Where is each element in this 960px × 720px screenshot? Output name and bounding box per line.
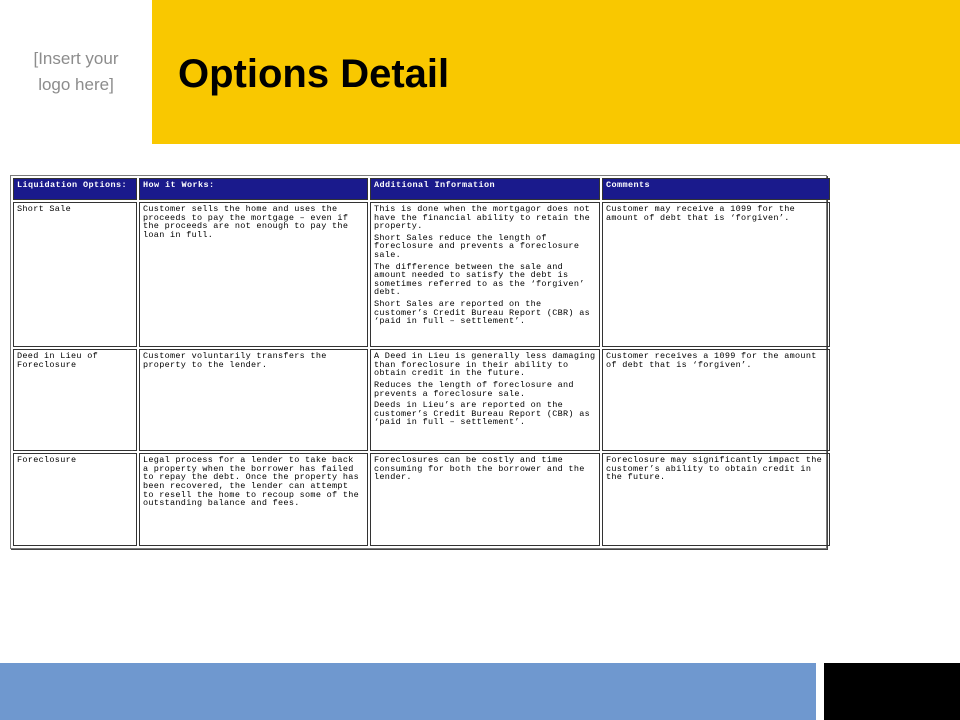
options-table bbox=[11, 176, 832, 548]
comments-cell: Customer may receive a 1099 for the amount of debt that is ‘forgiven’. bbox=[602, 202, 830, 347]
logo-placeholder-text: [Insert your logo here] bbox=[33, 49, 119, 94]
table-row bbox=[13, 202, 830, 347]
additional-cell bbox=[370, 202, 600, 347]
comments-cell: Foreclosure may significantly impact the customer’s ability to obtain credit in the future. bbox=[602, 453, 830, 546]
how-cell: Legal process for a lender to take back a property when the borrower has failed to repay the debt. Once the property has been recovered, the lender can attempt to resell the home to recoup some of the outstanding balance and fees. bbox=[139, 453, 368, 546]
option-cell: Foreclosure bbox=[13, 453, 137, 546]
page-title: Options Detail bbox=[178, 52, 450, 96]
table-row bbox=[13, 349, 830, 451]
additional-cell bbox=[370, 349, 600, 451]
how-cell: Customer sells the home and uses the proceeds to pay the mortgage – even if the proceeds are not enough to pay the loan in full. bbox=[139, 202, 368, 347]
option-cell: Deed in Lieu of Foreclosure bbox=[13, 349, 137, 451]
additional-paragraph: Deeds in Lieu’s are reported on the customer’s Credit Bureau Report (CBR) as ‘paid in full – settlement’. bbox=[374, 400, 591, 428]
additional-paragraph: Reduces the length of foreclosure and prevents a foreclosure sale. bbox=[374, 380, 574, 399]
additional-paragraph: Short Sales are reported on the customer’s Credit Bureau Report (CBR) as ‘paid in full – settlement’. bbox=[374, 298, 591, 327]
column-header: Comments bbox=[602, 178, 830, 200]
additional-cell bbox=[370, 453, 600, 546]
additional-paragraph: The difference between the sale and amount needed to satisfy the debt is sometimes referred to as the ‘forgiven’ debt. bbox=[374, 261, 585, 298]
additional-paragraph: Foreclosures can be costly and time consuming for both the borrower and the lender. bbox=[374, 455, 585, 483]
column-header: How it Works: bbox=[139, 178, 368, 200]
column-header: Additional Information bbox=[370, 178, 600, 200]
column-header: Liquidation Options: bbox=[13, 178, 137, 200]
additional-paragraph: Short Sales reduce the length of foreclosure and prevents a foreclosure sale. bbox=[374, 232, 580, 260]
comments-cell: Customer receives a 1099 for the amount of debt that is ‘forgiven’. bbox=[602, 349, 830, 451]
options-table-frame bbox=[10, 175, 827, 549]
table-header-row bbox=[13, 178, 830, 200]
footer-block bbox=[824, 663, 960, 720]
title-band bbox=[152, 0, 960, 144]
table-row bbox=[13, 453, 830, 546]
option-cell: Short Sale bbox=[13, 202, 137, 347]
additional-paragraph: This is done when the mortgagor does not have the financial ability to retain the property. bbox=[374, 204, 591, 232]
footer-bar bbox=[0, 663, 816, 720]
how-cell: Customer voluntarily transfers the property to the lender. bbox=[139, 349, 368, 451]
logo-placeholder bbox=[0, 0, 152, 144]
additional-paragraph: A Deed in Lieu is generally less damaging than foreclosure in their ability to obtain credit in the future. bbox=[374, 351, 596, 379]
